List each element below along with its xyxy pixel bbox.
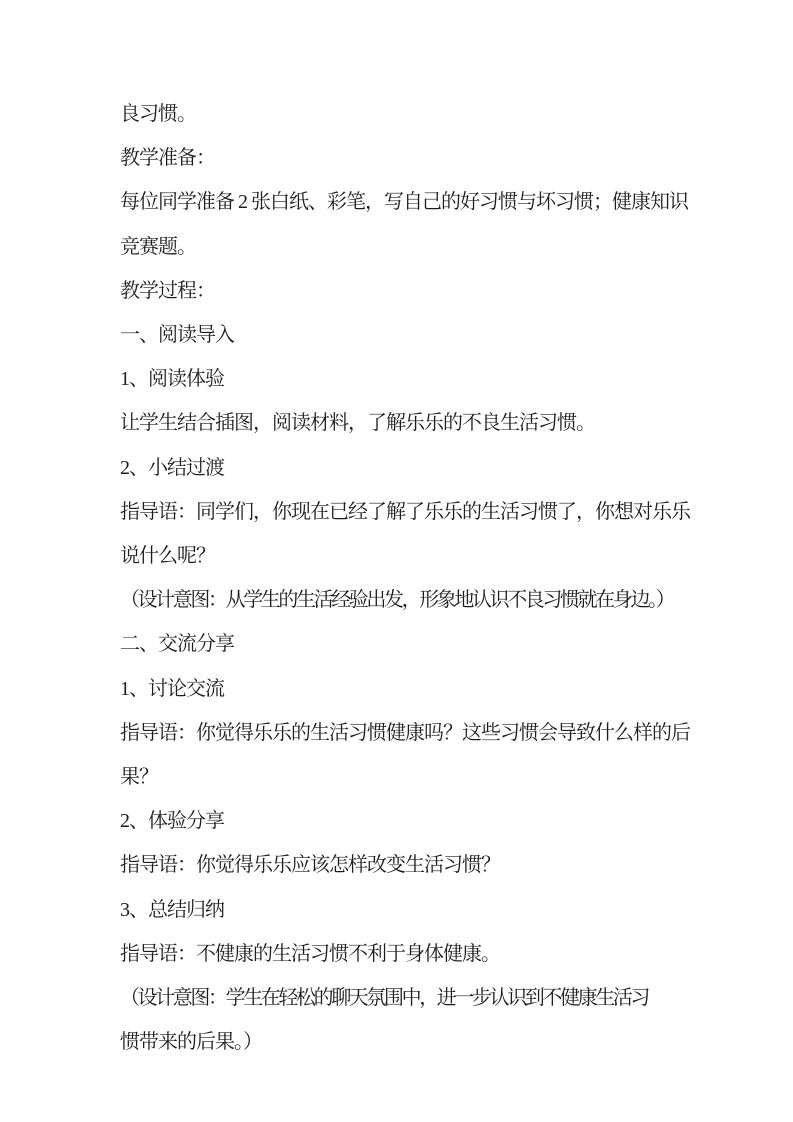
text-line: 指导语：同学们，你现在已经了解了乐乐的生活习惯了，你想对乐乐 bbox=[120, 500, 690, 523]
text-line: 让学生结合插图，阅读材料，了解乐乐的不良生活习惯。 bbox=[120, 412, 595, 435]
text-line: 教学过程： bbox=[120, 279, 215, 302]
text-line: 说什么呢？ bbox=[120, 545, 215, 568]
text-line: （设计意图：学生在轻松的聊天氛围中，进一步认识到不健康生活习 bbox=[120, 987, 648, 1010]
text-line: 二、交流分享 bbox=[120, 633, 234, 656]
text-line: 指导语：不健康的生活习惯不利于身体健康。 bbox=[120, 942, 500, 965]
text-line: 2、小结过渡 bbox=[120, 456, 224, 479]
text-line: 一、阅读导入 bbox=[120, 324, 234, 347]
text-line: 教学准备： bbox=[120, 147, 215, 170]
text-line: 3、总结归纳 bbox=[120, 898, 224, 921]
document-text-block bbox=[120, 92, 700, 1064]
text-line: 1、讨论交流 bbox=[120, 677, 224, 700]
text-line: 竞赛题。 bbox=[120, 235, 196, 258]
text-line: 指导语：你觉得乐乐的生活习惯健康吗？这些习惯会导致什么样的后 bbox=[120, 721, 690, 744]
text-line: 指导语：你觉得乐乐应该怎样改变生活习惯？ bbox=[120, 854, 500, 877]
text-line: 2、体验分享 bbox=[120, 810, 224, 833]
text-line: 惯带来的后果。） bbox=[120, 1031, 262, 1054]
text-line: 1、阅读体验 bbox=[120, 368, 224, 391]
text-line: 每位同学准备 2 张白纸、彩笔，写自己的好习惯与坏习惯；健康知识 bbox=[120, 191, 688, 214]
text-line: 果？ bbox=[120, 766, 158, 789]
text-line: （设计意图：从学生的生活经验出发，形象地认识不良习惯就在身边。） bbox=[120, 589, 674, 612]
text-line: 良习惯。 bbox=[120, 103, 196, 125]
